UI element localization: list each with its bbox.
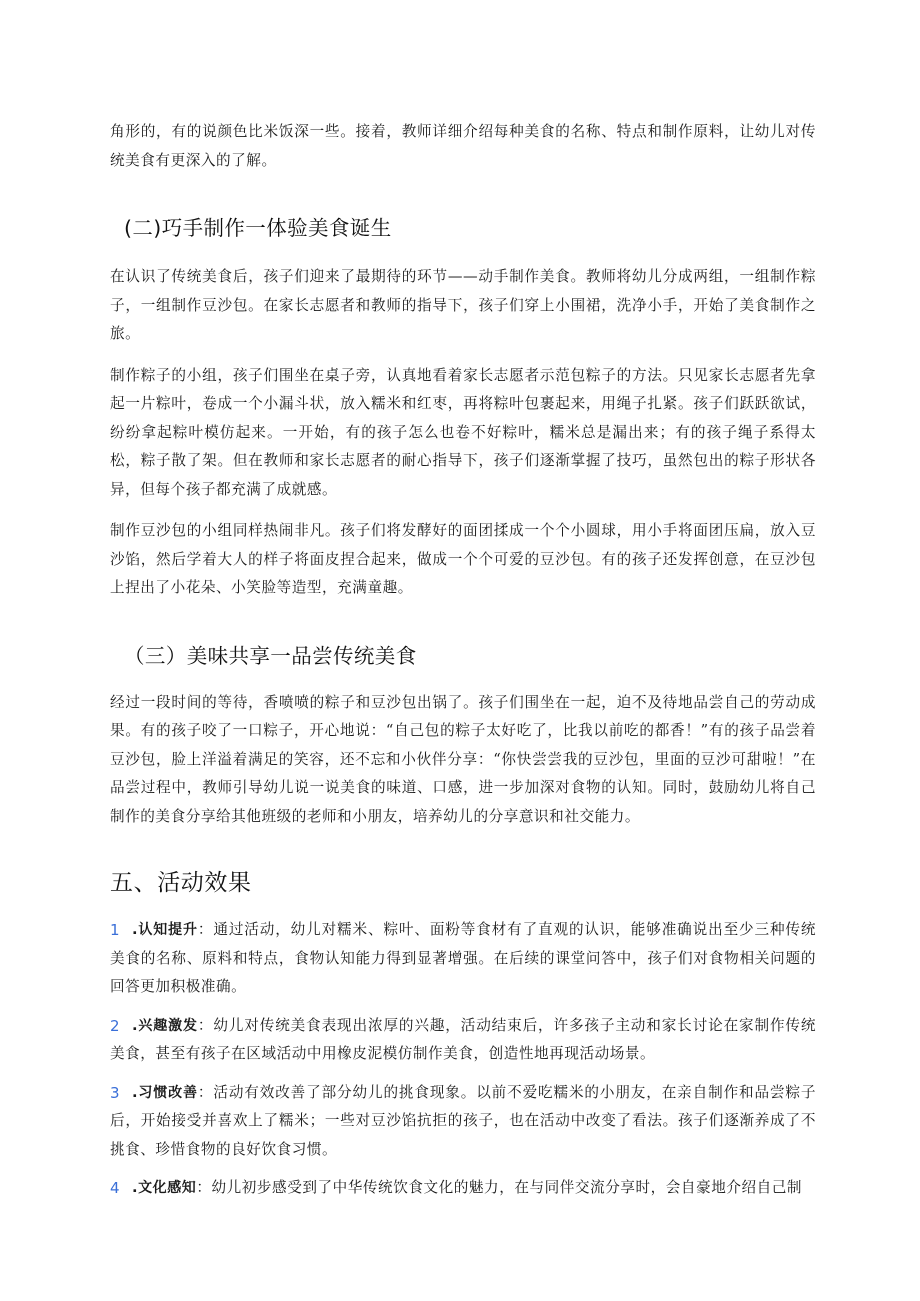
list-number: 2 [110,1016,120,1035]
list-text [110,1012,816,1069]
list-text [110,1174,816,1203]
list-term: 认知提升 [138,922,198,938]
list-colon: ： [196,1179,212,1196]
list-item [110,916,816,1002]
list-text [110,1079,816,1165]
list-item [110,1012,816,1069]
section-5-heading: 五、活动效果 [110,870,252,896]
section-2-paragraph-1: 在认识了传统美食后，孩子们迎来了最期待的环节——动手制作美食。教师将幼儿分成两组，一组制作粽子，一组制作豆沙包。在家长志愿者和教师的指导下，孩子们穿上小围裙，洗净小手，开始了美食制作之旅。 [110,268,816,342]
list-dot: . [132,921,139,938]
list-text [110,916,816,1002]
list-term: 习惯改善 [138,1084,198,1101]
list-number: 3 [110,1083,120,1102]
list-dot: . [132,1179,139,1196]
list-term: 兴趣激发 [138,1017,198,1034]
list-body: 通过活动，幼儿对糯米、粽叶、面粉等食材有了直观的认识，能够准确说出至少三种传统美食的名称、原料和特点，食物认知能力得到显著增强。在后续的课堂问答中，孩子们对食物相关问题的回答更加积极准确。 [110,921,817,995]
list-colon: ： [197,921,214,938]
list-number: 4 [110,1179,120,1197]
list-dot: . [132,1016,139,1034]
list-dot: . [132,1083,139,1101]
list-body: 幼儿对传统美食表现出浓厚的兴趣，活动结束后，许多孩子主动和家长讨论在家制作传统美食，甚至有孩子在区域活动中用橡皮泥模仿制作美食，创造性地再现活动场景。 [110,1016,817,1062]
list-body: 幼儿初步感受到了中华传统饮食文化的魅力，在与同伴交流分享时，会自豪地介绍自己制 [211,1179,803,1196]
section-2-heading: (二)巧手制作一体验美食诞生 [124,216,392,240]
list-body: 活动有效改善了部分幼儿的挑食现象。以前不爱吃糯米的小朋友，在亲自制作和品尝粽子后，开始接受并喜欢上了糯米；一些对豆沙馅抗拒的孩子，也在活动中改变了看法。孩子们逐渐养成了不挑食、珍惜食物的良好饮食习惯。 [110,1083,817,1158]
list-colon: ： [197,1016,214,1034]
section-3-heading: （三）美味共享一品尝传统美食 [124,643,417,668]
list-item [110,1079,816,1165]
list-term: 文化感知 [138,1180,197,1196]
intro-paragraph: 角形的，有的说颜色比米饭深一些。接着，教师详细介绍每种美食的名称、特点和制作原料，让幼儿对传统美食有更深入的了解。 [110,123,816,169]
section-3-paragraph-1: 经过一段时间的等待，香喷喷的粽子和豆沙包出锅了。孩子们围坐在一起，迫不及待地品尝自己的劳动成果。有的孩子咬了一口粽子，开心地说：“自己包的粽子太好吃了，比我以前吃的都香！”有的孩子品尝着豆沙包，脸上洋溢着满足的笑容，还不忘和小伙伴分享：“你快尝尝我的豆沙包，里面的豆沙可甜啦！”在品尝过程中，教师引导幼儿说一说美食的味道、口感，进一步加深对食物的认知。同时，鼓励幼儿将自己制作的美食分享给其他班级的老师和小朋友，培养幼儿的分享意识和社交能力。 [110,693,816,825]
section-2-paragraph-2: 制作粽子的小组，孩子们围坐在桌子旁，认真地看着家长志愿者示范包粽子的方法。只见家长志愿者先拿起一片粽叶，卷成一个小漏斗状，放入糯米和红枣，再将粽叶包裹起来，用绳子扎紧。孩子们跃跃欲试，纷纷拿起粽叶模仿起来。一开始，有的孩子怎么也卷不好粽叶，糯米总是漏出来；有的孩子绳子系得太松，粽子散了架。但在教师和家长志愿者的耐心指导下，孩子们逐渐掌握了技巧，虽然包出的粽子形状各异，但每个孩子都充满了成就感。 [110,366,816,498]
list-number: 1 [110,921,120,939]
list-colon: ： [197,1083,214,1101]
section-2-paragraph-3: 制作豆沙包的小组同样热闹非凡。孩子们将发酵好的面团揉成一个个小圆球，用小手将面团压扁，放入豆沙馅，然后学着大人的样子将面皮捏合起来，做成一个个可爱的豆沙包。有的孩子还发挥创意，在豆沙包上捏出了小花朵、小笑脸等造型，充满童趣。 [110,522,816,596]
document-page [110,118,816,1203]
list-item [110,1174,816,1203]
